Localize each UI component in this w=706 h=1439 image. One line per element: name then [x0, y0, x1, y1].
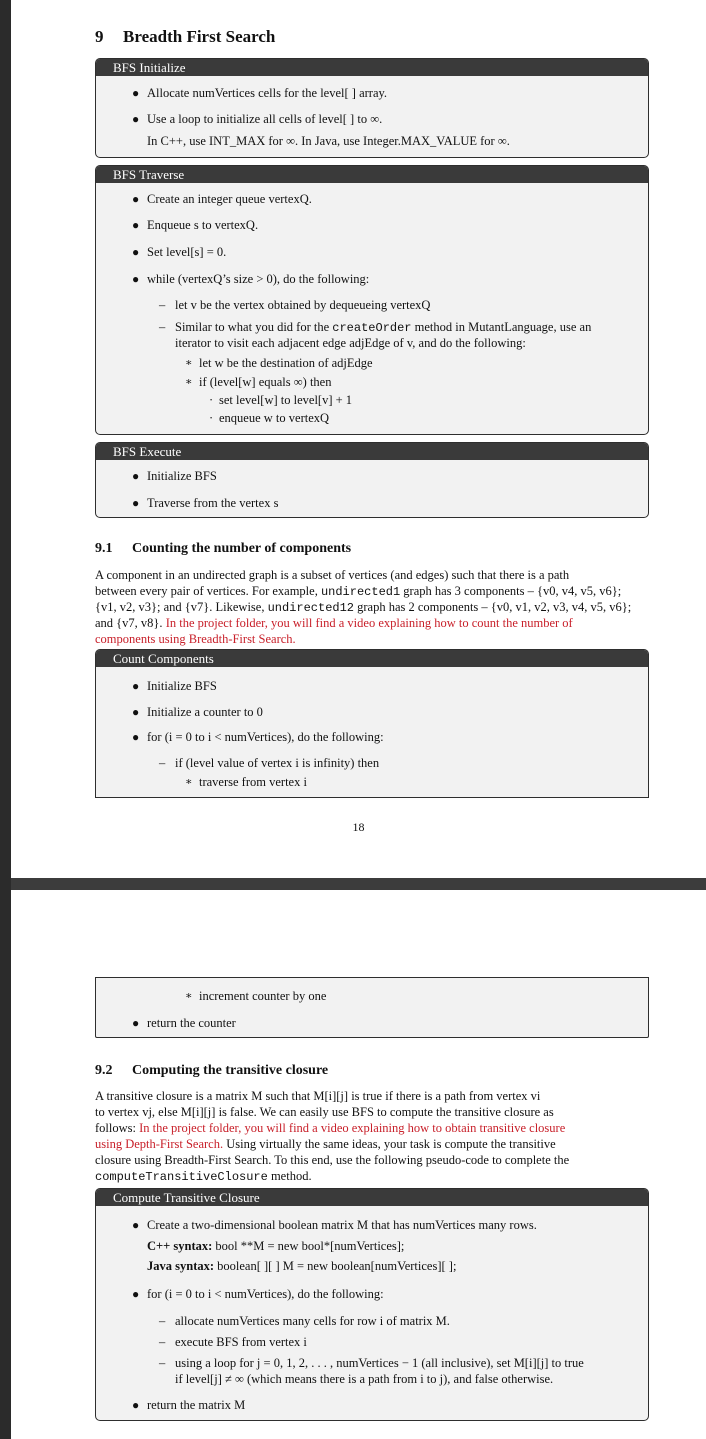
dash-icon: – [159, 320, 166, 334]
para-line [95, 1168, 312, 1185]
asterisk-icon: ∗ [185, 776, 193, 788]
code-compute-transitive-closure: computeTransitiveClosure [95, 1170, 268, 1184]
para-line [95, 599, 631, 616]
code-undirected12: undirected12 [267, 601, 355, 615]
text-run: and {v7, v8}. [95, 616, 163, 630]
box-item: Use a loop to initialize all cells of level[ ] to ∞. [147, 112, 383, 126]
box-subitem: using a loop for j = 0, 1, 2, . . . , numVertices − 1 (all inclusive), set M[i][j] to true [175, 1356, 584, 1370]
box-subsubitem: increment counter by one [199, 989, 327, 1003]
bullet-icon: ● [132, 86, 140, 100]
code-create-order: createOrder [332, 321, 412, 335]
syntax-label: C++ syntax: [147, 1239, 213, 1253]
asterisk-icon: ∗ [185, 357, 193, 369]
box-item: Initialize BFS [147, 469, 217, 483]
box-subitem [175, 319, 591, 336]
bullet-icon: ● [132, 218, 140, 232]
box-item: Create an integer queue vertexQ. [147, 192, 312, 206]
box-level4-item: set level[w] to level[v] + 1 [219, 393, 353, 407]
box-item: return the counter [147, 1016, 236, 1030]
subsection-title: Counting the number of components [132, 541, 352, 556]
para-line [95, 615, 573, 631]
java-syntax-line [147, 1258, 456, 1274]
text-run: Similar to what you did for the [175, 320, 330, 334]
box-level4-item: enqueue w to vertexQ [219, 411, 330, 425]
para-line: to vertex vj, else M[i][j] is false. We can easily use BFS to compute the transitive closure as [95, 1105, 554, 1119]
text-run: method. [270, 1169, 312, 1183]
bullet-icon: ● [132, 272, 140, 286]
box-subitem-cont: iterator to visit each adjacent edge adjEdge of v, and do the following: [175, 336, 526, 350]
box-header: BFS Execute [96, 443, 648, 460]
syntax-code: bool **M = new bool*[numVertices]; [215, 1239, 405, 1253]
count-components-box [95, 649, 649, 798]
bullet-icon: ● [132, 1016, 140, 1030]
subsection-number: 9.1 [95, 541, 113, 556]
page-19 [11, 890, 706, 1439]
dash-icon: – [159, 1314, 166, 1328]
box-item: Set level[s] = 0. [147, 245, 227, 259]
video-note: using Depth-First Search. [95, 1137, 224, 1151]
box-subitem: execute BFS from vertex i [175, 1335, 307, 1349]
section-heading [95, 27, 275, 47]
bullet-icon: ● [132, 1287, 140, 1301]
dash-icon: – [159, 298, 166, 312]
video-note: components using Breadth-First Search. [95, 632, 296, 646]
para-line: A transitive closure is a matrix M such that M[i][j] is true if there is a path from vertex vi [95, 1089, 541, 1103]
box-item: Create a two-dimensional boolean matrix M that has numVertices many rows. [147, 1218, 537, 1232]
bullet-icon: ● [132, 1398, 140, 1412]
bullet-icon: ● [132, 705, 140, 719]
bullet-icon: ● [132, 245, 140, 259]
box-subitem: let v be the vertex obtained by dequeueing vertexQ [175, 298, 431, 312]
box-item: for (i = 0 to i < numVertices), do the following: [147, 1287, 384, 1301]
syntax-code: boolean[ ][ ] M = new boolean[numVertices][ ]; [217, 1259, 457, 1273]
box-item: return the matrix M [147, 1398, 246, 1412]
viewer-left-bar [0, 0, 11, 1439]
page-number: 18 [352, 820, 365, 834]
box-item: for (i = 0 to i < numVertices), do the following: [147, 730, 384, 744]
subsection-heading [95, 541, 351, 557]
text-run: follows: [95, 1121, 136, 1135]
para-line [95, 1120, 565, 1136]
subsection-title: Computing the transitive closure [132, 1063, 329, 1078]
para-line [95, 1136, 556, 1152]
page-18 [11, 0, 706, 878]
video-note: In the project folder, you will find a video explaining how to count the number of [165, 616, 573, 630]
para-line: closure using Breadth-First Search. To this end, use the following pseudo-code to complete the [95, 1153, 570, 1167]
bullet-icon: ● [132, 496, 140, 510]
bullet-icon: ● [132, 469, 140, 483]
text-run: graph has 3 components – {v0, v4, v5, v6}; [403, 584, 622, 598]
box-subsubitem: if (level[w] equals ∞) then [199, 375, 332, 389]
bullet-icon: ● [132, 112, 140, 126]
dash-icon: – [159, 1335, 166, 1349]
text-run: {v1, v2, v3}; and {v7}. Likewise, [95, 600, 265, 614]
box-subsubitem: traverse from vertex i [199, 775, 307, 789]
box-header: Count Components [96, 650, 648, 667]
para-line: A component in an undirected graph is a subset of vertices (and edges) such that there is a path [95, 568, 570, 582]
text-run: method in MutantLanguage, use an [414, 320, 592, 334]
box-header: BFS Initialize [96, 59, 648, 76]
dash-icon: – [159, 1356, 166, 1370]
bullet-icon: ● [132, 1218, 140, 1232]
box-subitem-cont: if level[j] ≠ ∞ (which means there is a path from i to j), and false otherwise. [175, 1372, 554, 1386]
box-item: Allocate numVertices cells for the level[ ] array. [147, 86, 388, 100]
box-note: In C++, use INT_MAX for ∞. In Java, use Integer.MAX_VALUE for ∞. [147, 134, 510, 148]
dot-icon: · [209, 411, 214, 425]
box-subitem: if (level value of vertex i is infinity) then [175, 756, 380, 770]
box-item: Initialize a counter to 0 [147, 705, 263, 719]
bfs-initialize-box [95, 58, 649, 158]
text-run: between every pair of vertices. For example, [95, 584, 318, 598]
page-separator [11, 878, 706, 890]
bfs-traverse-box [95, 165, 649, 435]
text-run: Using virtually the same ideas, your task is compute the transitive [226, 1137, 556, 1151]
bullet-icon: ● [132, 679, 140, 693]
dash-icon: – [159, 756, 166, 770]
box-item: Initialize BFS [147, 679, 217, 693]
box-header: BFS Traverse [96, 166, 648, 183]
asterisk-icon: ∗ [185, 376, 193, 388]
subsection-number: 9.2 [95, 1063, 113, 1078]
box-subsubitem: let w be the destination of adjEdge [199, 356, 373, 370]
count-components-box-continued [95, 977, 649, 1038]
section-title: Breadth First Search [123, 27, 276, 46]
bfs-execute-box [95, 442, 649, 518]
cpp-syntax-line [147, 1238, 404, 1254]
para-line [95, 583, 621, 600]
subsection-heading [95, 1063, 328, 1079]
box-item: while (vertexQ’s size > 0), do the following: [147, 272, 370, 286]
syntax-label: Java syntax: [147, 1259, 215, 1273]
box-subitem: allocate numVertices many cells for row i of matrix M. [175, 1314, 450, 1328]
text-run: graph has 2 components – {v0, v1, v2, v3, v4, v5, v6}; [357, 600, 632, 614]
dot-icon: · [209, 393, 214, 407]
box-item: Enqueue s to vertexQ. [147, 218, 259, 232]
box-item: Traverse from the vertex s [147, 496, 279, 510]
bullet-icon: ● [132, 192, 140, 206]
box-header: Compute Transitive Closure [96, 1189, 648, 1206]
section-number: 9 [95, 27, 104, 46]
video-note: In the project folder, you will find a video explaining how to obtain transitive closure [139, 1121, 566, 1135]
asterisk-icon: ∗ [185, 990, 193, 1002]
bullet-icon: ● [132, 730, 140, 744]
compute-transitive-closure-box [95, 1188, 649, 1421]
code-undirected1: undirected1 [320, 585, 401, 599]
